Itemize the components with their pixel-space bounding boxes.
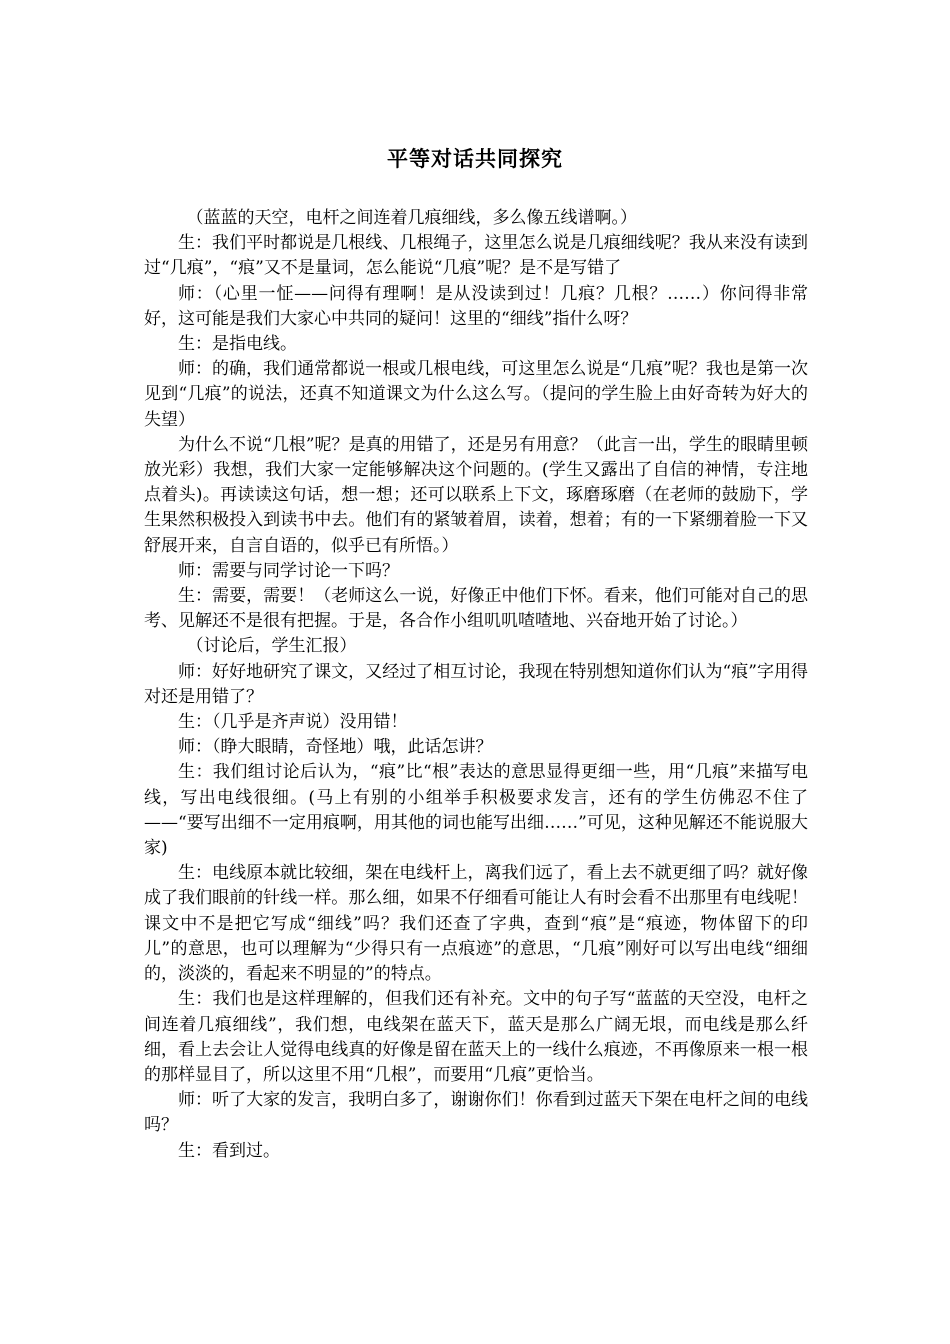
paragraph-student-seen: 生：看到过。	[178, 1140, 280, 1161]
paragraph-teacher-response: 师：（心里一怔——问得有理啊！是从没读到过！几痕？几根？……）你问得非常好，这可能是我们大家心中共同的疑问！这里的“细线”指什么呀？	[144, 283, 808, 329]
paragraph-student-group-1: 生：我们组讨论后认为，“痕”比“根”表达的意思显得更细一些，用“几痕”来描写电线，写出电线很细。(马上有别的小组举手积极要求发言，还有的学生仿佛忍不住了——“要写出细不一定用痕啊，用其他的词也能写出细……”可见，这种见解还不能说服大家)	[144, 762, 808, 859]
paragraph-student-answer: 生：是指电线。	[178, 334, 297, 355]
paragraph-teacher-ask: 师：好好地研究了课文，又经过了相互讨论，我现在特别想知道你们认为“痕”字用得对还是用错了？	[144, 661, 808, 707]
paragraph-student-chorus: 生：（几乎是齐声说）没用错！	[178, 712, 408, 733]
document-body	[144, 206, 808, 1164]
paragraph-teacher-thanks: 师：听了大家的发言，我明白多了，谢谢你们！你看到过蓝天下架在电杆之间的电线吗？	[144, 1090, 808, 1136]
paragraph-after-discussion: （讨论后，学生汇报）	[186, 636, 357, 657]
paragraph-student-question: 生：我们平时都说是几根线、几根绳子，这里怎么说是几痕细线呢？我从来没有读到过“几痕”，“痕”又不是量词，怎么能说“几痕”呢？是不是写错了	[144, 233, 808, 279]
paragraph-teacher-prompt: 为什么不说“几根”呢？是真的用错了，还是另有用意？（此言一出，学生的眼睛里顿放光彩）我想，我们大家一定能够解决这个问题的。(学生又露出了自信的神情，专注地点着头)。再读读这句话，想一想；还可以联系上下文，琢磨琢磨（在老师的鼓励下，学生果然积极投入到读书中去。他们有的紧皱着眉，读着，想着；有的一下紧绷着脸一下又舒展开来，自言自语的，似乎已有所悟。）	[144, 434, 808, 556]
document-title: 平等对话共同探究	[387, 146, 563, 171]
paragraph-student-group-3: 生：我们也是这样理解的，但我们还有补充。文中的句子写“蓝蓝的天空没，电杆之间连着几痕细线”，我们想，电线架在蓝天下，蓝天是那么广阔无垠，而电线是那么纤细，看上去会让人觉得电线真的好像是留在蓝天上的一线什么痕迹，不再像原来一根一根的那样显目了，所以这里不用“几根”，而要用“几痕”更恰当。	[144, 989, 808, 1085]
paragraph-teacher-surprise: 师：（睁大眼睛，奇怪地）哦，此话怎讲？	[178, 737, 493, 758]
paragraph-student-need: 生：需要，需要！（老师这么一说，好像正中他们下怀。看来，他们可能对自己的思考、见解还不是很有把握。于是，各合作小组叽叽喳喳地、兴奋地开始了讨论。）	[144, 586, 808, 632]
paragraph-teacher-confirm: 师：的确，我们通常都说一根或几根电线，可这里怎么说是“几痕”呢？我也是第一次见到“几痕”的说法，还真不知道课文为什么这么写。（提问的学生脸上由好奇转为好大的失望）	[144, 359, 808, 430]
paragraph-student-group-2: 生：电线原本就比较细，架在电线杆上，离我们远了，看上去不就更细了吗？就好像成了我们眼前的针线一样。那么细，如果不仔细看可能让人有时会看不出那里有电线呢！课文中不是把它写成“细线”吗？我们还查了字典，查到“痕”是“痕迹，物体留下的印儿”的意思，也可以理解为“少得只有一点痕迹”的意思，“几痕”刚好可以写出电线“细细的，淡淡的，看起来不明显的”的特点。	[144, 863, 808, 985]
paragraph-teacher-discuss: 师：需要与同学讨论一下吗？	[178, 560, 399, 581]
paragraph-scene-quote: （蓝蓝的天空，电杆之间连着几痕细线，多么像五线谱啊。）	[186, 208, 637, 228]
